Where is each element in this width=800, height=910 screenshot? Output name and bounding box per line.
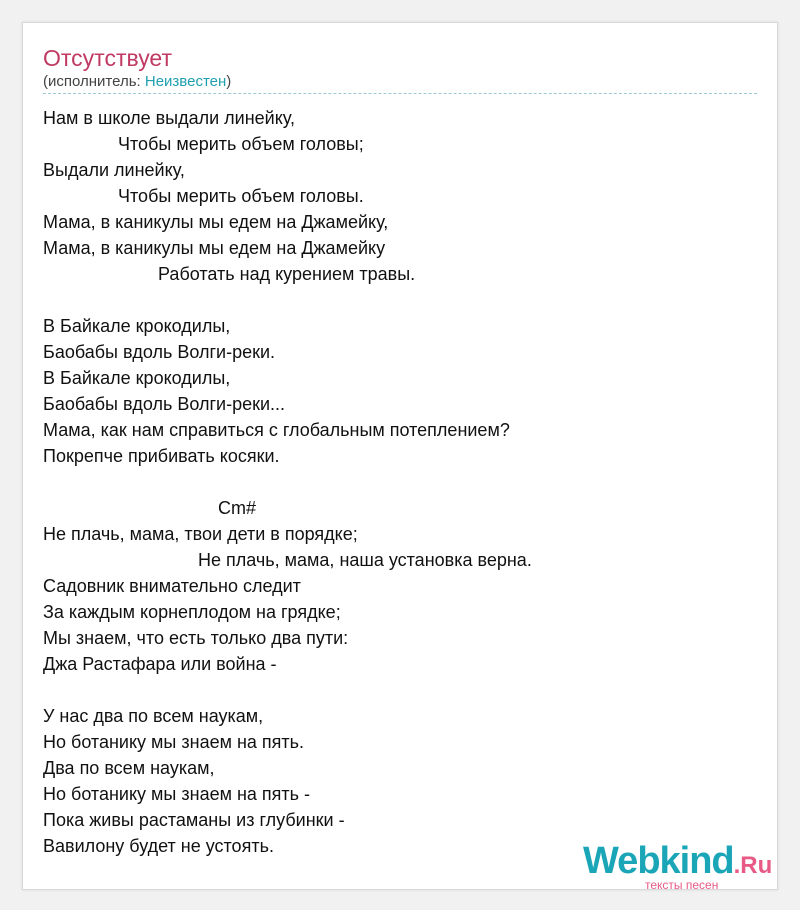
lyrics-text: [43, 105, 532, 859]
lyric-line: Работать над курением травы.: [43, 264, 416, 284]
lyric-line: Чтобы мерить объем головы.: [43, 186, 364, 206]
lyric-line: [43, 469, 532, 495]
lyric-line: В Байкале крокодилы,: [43, 316, 231, 336]
logo-tld: .Ru: [733, 852, 773, 879]
lyric-line: Садовник внимательно следит: [43, 576, 301, 596]
lyric-line: [43, 677, 532, 703]
lyric-line: Мама, как нам справиться с глобальным потеплением?: [43, 420, 510, 440]
logo-tagline: тексты песен: [645, 878, 719, 892]
lyric-line: Пока живы растаманы из глубинки -: [43, 810, 345, 830]
lyric-line: Вавилону будет не устоять.: [43, 836, 274, 856]
lyrics-card: [22, 22, 778, 890]
lyric-line: Чтобы мерить объем головы;: [43, 134, 364, 154]
song-title: Отсутствует: [43, 45, 172, 71]
logo-wordmark: Webkind: [583, 840, 734, 882]
lyric-line: Два по всем наукам,: [43, 758, 215, 778]
lyric-line: Не плачь, мама, наша установка верна.: [43, 550, 532, 570]
artist-line: [43, 73, 231, 91]
lyric-line: Баобабы вдоль Волги-реки.: [43, 342, 276, 362]
lyric-line: Cm#: [43, 498, 257, 518]
lyric-line: Но ботанику мы знаем на пять.: [43, 732, 305, 752]
lyric-line: У нас два по всем наукам,: [43, 706, 264, 726]
lyric-line: Баобабы вдоль Волги-реки...: [43, 394, 286, 414]
lyric-line: Мама, в каникулы мы едем на Джамейку: [43, 238, 386, 258]
lyric-line: Джа Растафара или война -: [43, 654, 277, 674]
lyric-line: Мы знаем, что есть только два пути:: [43, 628, 349, 648]
lyric-line: [43, 287, 532, 313]
lyric-line: Покрепче прибивать косяки.: [43, 446, 280, 466]
artist-prefix: (исполнитель:: [43, 73, 145, 90]
site-logo[interactable]: [583, 840, 773, 892]
lyric-line: В Байкале крокодилы,: [43, 368, 231, 388]
lyric-line: За каждым корнеплодом на грядке;: [43, 602, 341, 622]
lyric-line: Мама, в каникулы мы едем на Джамейку,: [43, 212, 389, 232]
artist-link[interactable]: Неизвестен: [144, 73, 227, 90]
artist-suffix: ): [226, 73, 232, 90]
lyric-line: Не плачь, мама, твои дети в порядке;: [43, 524, 358, 544]
divider: [43, 93, 757, 94]
lyric-line: Выдали линейку,: [43, 160, 185, 180]
lyric-line: Но ботанику мы знаем на пять -: [43, 784, 311, 804]
lyric-line: Нам в школе выдали линейку,: [43, 108, 296, 128]
